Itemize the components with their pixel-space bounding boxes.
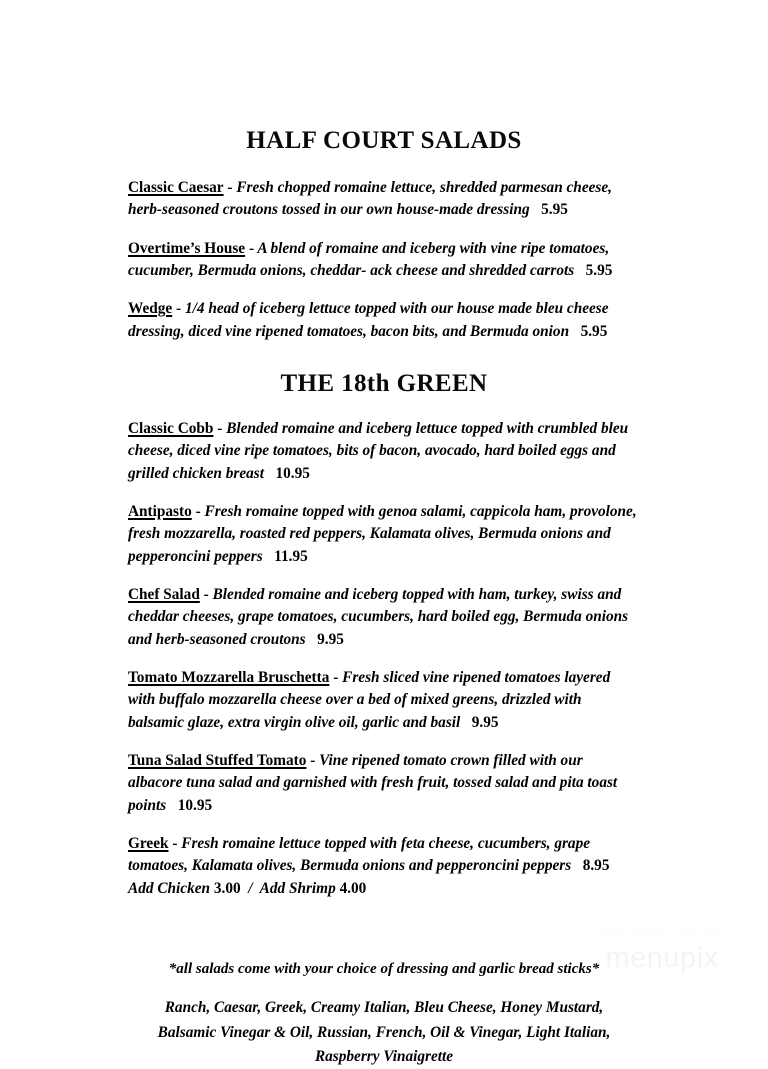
menu-item	[128, 833, 640, 900]
footer	[104, 916, 664, 1069]
menu-item-price: 5.95	[541, 201, 568, 219]
menu-item-name: Overtime’s House	[128, 239, 246, 257]
menu-item-description: Fresh romaine topped with genoa salami, cappicola ham, provolone, fresh mozzarella, roasted red peppers, Kalamata olives, Bermuda onions and pepperoncini peppers	[128, 502, 637, 565]
menu-item-dash: -	[195, 502, 201, 520]
menu-item-description: Fresh romaine lettuce topped with feta cheese, cucumbers, grape tomatoes, Kalamata olives, Bermuda onions and pepperoncini peppers	[128, 834, 591, 875]
menu-item-description: Fresh chopped romaine lettuce, shredded parmesan cheese, herb-seasoned croutons tossed in our own house-made dressing	[128, 179, 612, 219]
menu-item	[128, 750, 640, 817]
menu-item-list	[128, 418, 640, 900]
menu-item-price: 5.95	[580, 322, 608, 340]
menu-item-dash: -	[203, 585, 209, 603]
menu-item-price: 8.95	[582, 857, 610, 875]
menu-item	[128, 238, 640, 283]
section-heading-the-18th-green: THE 18th GREEN	[280, 369, 488, 397]
dressing-line: Ranch, Caesar, Greek, Creamy Italian, Bleu Cheese, Honey Mustard,	[164, 999, 604, 1017]
menu-item-dash: -	[176, 300, 182, 318]
menu-item-name: Greek	[128, 834, 169, 852]
menu-item-name: Tomato Mozzarella Bruschetta	[128, 668, 330, 686]
addon-separator: /	[248, 879, 253, 897]
addon-shrimp-label: Add Shrimp	[259, 879, 336, 897]
dressing-line: Raspberry Vinaigrette	[314, 1047, 454, 1065]
menu-item-price: 10.95	[275, 464, 310, 482]
watermark-wordmark: menupix	[605, 942, 719, 974]
menu-item-description: A blend of romaine and iceberg with vine ripe tomatoes, cucumber, Bermuda onions, cheddar- ack cheese and shredded carrots	[128, 239, 610, 279]
menu-item-description: 1/4 head of iceberg lettuce topped with our house made bleu cheese dressing, diced vine ripened tomatoes, bacon bits, and Bermuda onion	[128, 300, 609, 340]
watermark-tagline: your menu. our pix	[602, 928, 722, 940]
footer-dressing-list	[104, 996, 664, 1068]
menu-item	[128, 298, 640, 343]
addon-chicken-price: 3.00	[213, 879, 241, 897]
menu-item-addons	[128, 878, 640, 900]
footer-note: *all salads come with your choice of dressing and garlic bread sticks*	[168, 960, 600, 977]
menu-item-name: Tuna Salad Stuffed Tomato	[128, 751, 307, 769]
addon-shrimp-price: 4.00	[339, 879, 367, 897]
menu-item-name: Classic Caesar	[128, 179, 224, 196]
menu-item-price: 5.95	[585, 261, 613, 279]
menu-item-price: 11.95	[274, 547, 308, 565]
menu-item	[128, 501, 640, 568]
menu-item-dash: -	[333, 668, 339, 686]
dressing-line: Balsamic Vinegar & Oil, Russian, French, Oil & Vinegar, Light Italian,	[157, 1023, 611, 1041]
menu-item-description: Blended romaine and iceberg lettuce topped with crumbled bleu cheese, diced vine ripe tomatoes, bits of bacon, avocado, hard boiled eggs and grilled chicken breast	[128, 419, 629, 482]
menu-item-dash: -	[248, 239, 255, 257]
menu-item-price: 9.95	[471, 713, 499, 731]
menu-item-name: Antipasto	[128, 502, 192, 520]
menu-item	[128, 667, 640, 734]
menu-item-price: 9.95	[317, 630, 344, 648]
menu-item-dash: -	[217, 419, 223, 437]
menu-item-name: Classic Cobb	[128, 419, 214, 437]
menu-item-description: Vine ripened tomato crown filled with our albacore tuna salad and garnished with fresh fruit, tossed salad and pita toast points	[128, 751, 618, 814]
menu-item	[128, 584, 640, 651]
menu-item-name: Chef Salad	[128, 585, 200, 603]
menu-item-dash: -	[310, 751, 316, 769]
menu-item-description: Fresh sliced vine ripened tomatoes layered with buffalo mozzarella cheese over a bed of mixed greens, drizzled with balsamic glaze, extra virgin olive oil, garlic and basil	[128, 668, 611, 731]
menu-item	[128, 177, 640, 222]
menu-item-price: 10.95	[177, 796, 213, 814]
menu-item-description: Blended romaine and iceberg topped with ham, turkey, swiss and cheddar cheeses, grape tomatoes, cucumbers, hard boiled egg, Bermuda onions and herb-seasoned croutons	[128, 585, 629, 648]
section-the-18th-green-items	[128, 398, 640, 900]
menu-item-list	[128, 177, 640, 343]
menu-item-name: Wedge	[128, 300, 173, 318]
addon-chicken-label: Add Chicken	[128, 879, 211, 897]
menu-item-dash: -	[227, 179, 233, 196]
menu-item-dash: -	[172, 834, 178, 852]
section-heading-half-court-salads: HALF COURT SALADS	[246, 127, 522, 154]
menu-item	[128, 418, 640, 485]
section-half-court-salads-items	[128, 155, 640, 343]
